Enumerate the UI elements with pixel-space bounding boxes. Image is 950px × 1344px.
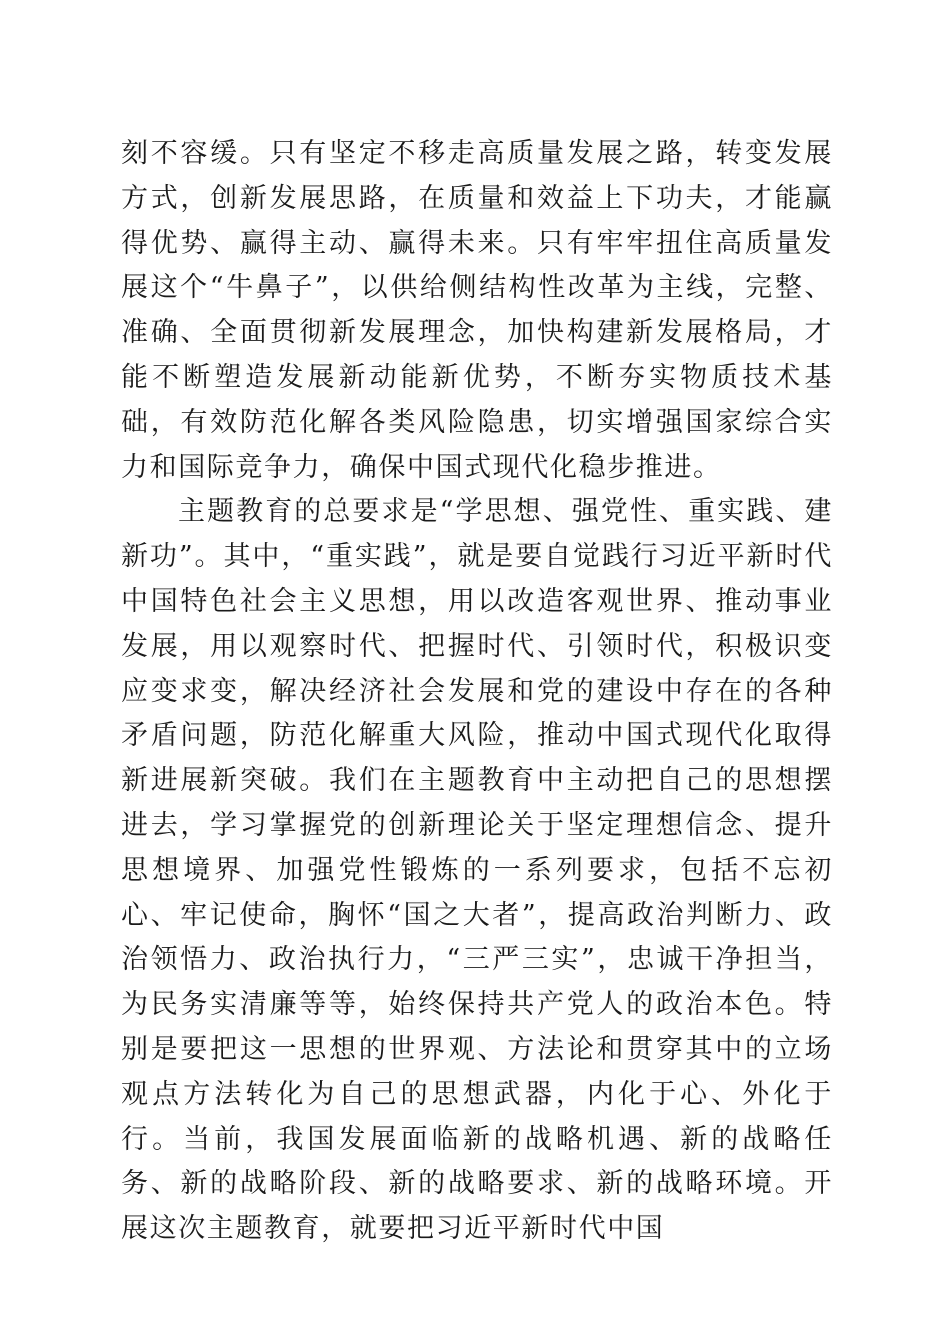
document-body <box>121 132 833 1252</box>
paragraph-theme-education: 主题教育的总要求是“学思想、强党性、重实践、建新功”。其中，“重实践”，就是要自觉践行习近平新时代中国特色社会主义思想，用以改造客观世界、推动事业发展，用以观察时代、把握时代、引领时代，积极识变应变求变，解决经济社会发展和党的建设中存在的各种矛盾问题，防范化解重大风险，推动中国式现代化取得新进展新突破。我们在主题教育中主动把自己的思想摆进去，学习掌握党的创新理论关于坚定理想信念、提升思想境界、加强党性锻炼的一系列要求，包括不忘初心、牢记使命，胸怀“国之大者”，提高政治判断力、政治领悟力、政治执行力，“三严三实”，忠诚干净担当，为民务实清廉等等，始终保持共产党人的政治本色。特别是要把这一思想的世界观、方法论和贯穿其中的立场观点方法转化为自己的思想武器，内化于心、外化于行。当前，我国发展面临新的战略机遇、新的战略任务、新的战略阶段、新的战略要求、新的战略环境。开展这次主题教育，就要把习近平新时代中国 <box>121 496 833 1245</box>
paragraph-continuation: 刻不容缓。只有坚定不移走高质量发展之路，转变发展方式，创新发展思路，在质量和效益上下功夫，才能赢得优势、赢得主动、赢得未来。只有牢牢扭住高质量发展这个“牛鼻子”，以供给侧结构性改革为主线，完整、准确、全面贯彻新发展理念，加快构建新发展格局，才能不断塑造发展新动能新优势，不断夯实物质技术基础，有效防范化解各类风险隐患，切实增强国家综合实力和国际竞争力，确保中国式现代化稳步推进。 <box>121 138 833 483</box>
